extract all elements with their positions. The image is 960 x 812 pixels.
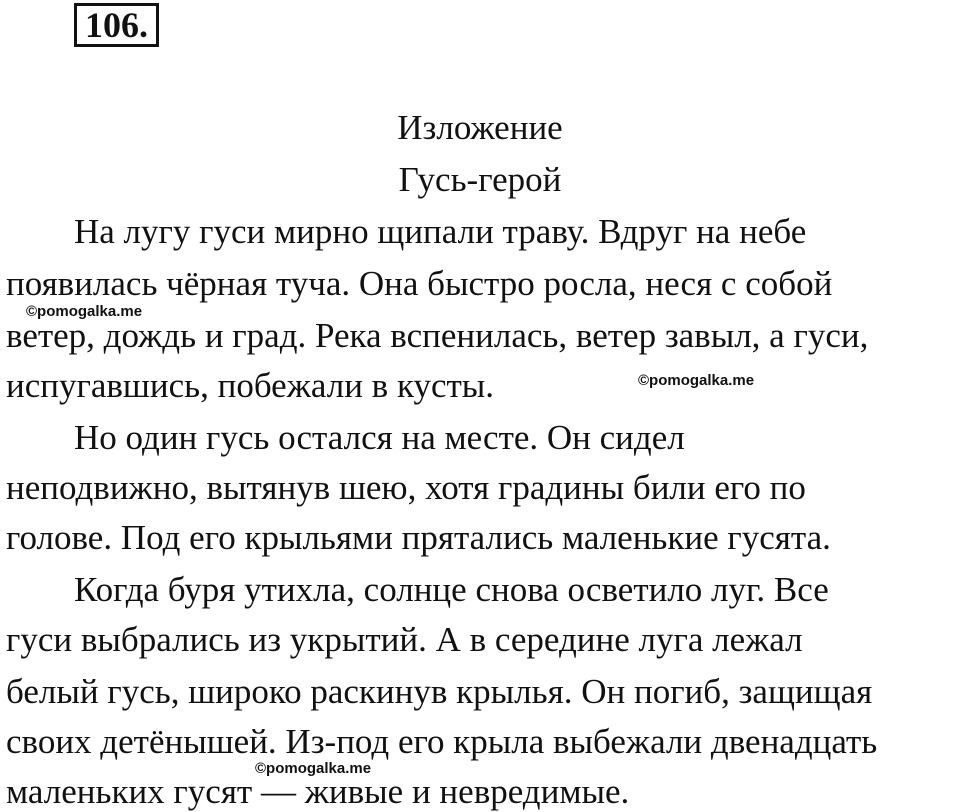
text-line-10: белый гусь, широко раскинув крылья. Он погиб, защищая <box>6 672 873 711</box>
text-line-9: гуси выбрались из укрытий. А в середине луга лежал <box>6 620 803 659</box>
text-line-2: появилась чёрная туча. Она быстро росла, неся с собой <box>6 264 833 303</box>
story-title: Гусь-герой <box>398 160 562 199</box>
watermark: ©pomogalka.me <box>638 372 755 389</box>
task-number-box <box>74 3 159 47</box>
text-line-6: неподвижно, вытянув шею, хотя градины били его по <box>6 468 806 507</box>
watermark: ©pomogalka.me <box>255 760 372 777</box>
text-line-8: Когда буря утихла, солнце снова осветило луг. Все <box>74 570 829 609</box>
text-line-4: испугавшись, побежали в кусты. <box>6 366 495 405</box>
text-line-7: голове. Под его крыльями прятались маленькие гусята. <box>6 518 831 557</box>
text-line-1: На лугу гуси мирно щипали траву. Вдруг на небе <box>74 212 807 251</box>
document-title: Изложение <box>397 108 563 147</box>
text-line-11: своих детёнышей. Из-под его крыла выбежали двенадцать <box>6 722 878 761</box>
text-line-5: Но один гусь остался на месте. Он сидел <box>74 418 685 457</box>
watermark: ©pomogalka.me <box>26 303 143 320</box>
text-line-3: ветер, дождь и град. Река вспенилась, ветер завыл, а гуси, <box>6 316 869 355</box>
task-number: 106. <box>85 5 148 45</box>
text-line-12: маленьких гусят — живые и невредимые. <box>6 772 630 811</box>
